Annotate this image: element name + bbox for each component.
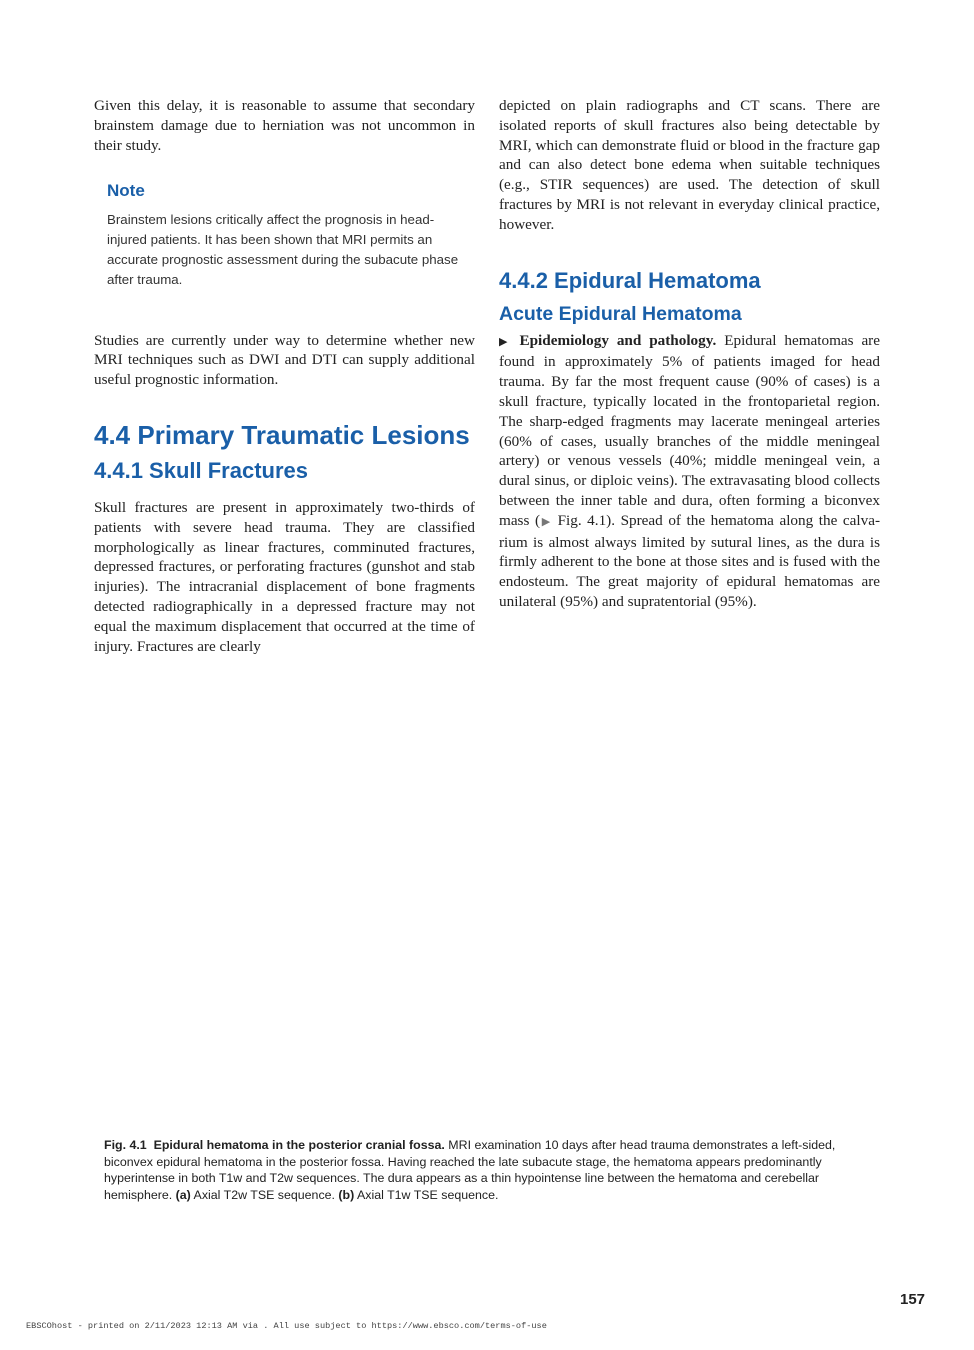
note-box (107, 181, 475, 289)
figure-title: Epidural hematoma in the posterior cranial fossa. (153, 1138, 445, 1152)
section-heading-primary-traumatic-lesions: 4.4 Primary Traumatic Lesions (94, 419, 470, 450)
arrow-icon: ▶ (499, 335, 512, 348)
figure-caption (104, 1137, 874, 1203)
figure-ref-arrow-icon: ▶ (540, 515, 552, 528)
paragraph-epidemiology (499, 331, 880, 612)
right-column (499, 96, 880, 612)
paragraph-mri-techniques: Studies are currently under way to determine whether new MRI techniques such as DWI and DTI can supply additional useful prognostic information. (94, 331, 475, 389)
subsubsection-heading-acute-epidural-hematoma: Acute Epidural Hematoma (499, 302, 742, 325)
figure-part-a-text: Axial T2w TSE sequence. (190, 1187, 339, 1202)
page-number: 157 (900, 1291, 926, 1308)
subsection-heading-epidural-hematoma: 4.4.2 Epidural Hematoma (499, 267, 761, 293)
figure-caption-text: MRI examination 10 days after head trauma demonstrates a left-sided, biconvex epidural hematoma in the posterior fossa. Having reached the late subacute stage, the hematoma appears predominantly hyperintense in both T1w and T2w sequences. The dura appears as a thin hypointense line between the hematoma and cerebellar hemisphere. (104, 1138, 836, 1202)
subsection-heading-skull-fractures: 4.4.1 Skull Fractures (94, 457, 308, 483)
figure-label: Fig. 4.1 (104, 1138, 147, 1152)
paragraph-lead: Epidemiology and pathology. (519, 331, 717, 349)
figure-reference-link[interactable]: Fig. 4.1 (552, 511, 607, 529)
note-text: Brainstem lesions critically affect the prognosis in head-injured patients. It has been shown that MRI permits an accurate prognostic assessment during the subacute phase after trauma. (107, 212, 459, 287)
footer-print-notice: EBSCOhost - printed on 2/11/2023 12:13 AM via . All use subject to https://www.ebsco.com/terms-of-use (26, 1321, 547, 1331)
paragraph-herniation: Given this delay, it is reasonable to assume that secondary brainstem damage due to herniation was not uncommon in their study. (94, 97, 475, 154)
paragraph-skull-fractures: Skull fractures are present in approximately two-thirds of patients with severe head trauma. They are classified morphologically as linear fractures, comminuted fractures, depressed fractures, or perforating fractures (gunshot and stab injuries). The intracranial displacement of bone fragments detected radiographically in a depressed fracture may not equal the maximum displacement that occurred at the time of injury. Fractures are clearly (94, 498, 475, 655)
paragraph-text: Epidural hematomas are found in approximately 5% of patients imaged for head trauma. By far the most frequent cause (90% of cases) is a skull fracture, typically located in the frontoparietal region. The sharp-edged fragments may lacerate meningeal arteries (60% of cases, usually branches of the middle meningeal artery) or venous vessels (40%; middle meningeal vein, a dural sinus, or diploic veins). The extravasating blood collects between the inner table and dura, often forming a biconvex mass ( (499, 331, 880, 529)
figure-part-a-label: (a) (175, 1187, 191, 1202)
paragraph-radiographs: depicted on plain radiographs and CT scans. There are isolated reports of skull fractures also being detectable by MRI, which can demonstrate fluid or blood in the fracture gap and can also detect bone edema when suitable techniques (e.g., STIR sequences) are used. The detection of skull fractures by MRI is not relevant in everyday clinical practice, however. (499, 97, 880, 233)
left-column (94, 96, 475, 656)
figure-part-b-label: (b) (338, 1187, 355, 1202)
note-title: Note (107, 181, 145, 201)
paragraph-text-continued: ). Spread of the hematoma along the calvarium is almost always limited by sutural lines, as the dura is firmly adherent to the bone at those sites and is fused with the endosteum. The great majority of epidural hematomas are unilateral (95%) and supratentorial (95%). (499, 511, 880, 610)
figure-part-b-text: Axial T1w TSE sequence. (354, 1187, 499, 1202)
